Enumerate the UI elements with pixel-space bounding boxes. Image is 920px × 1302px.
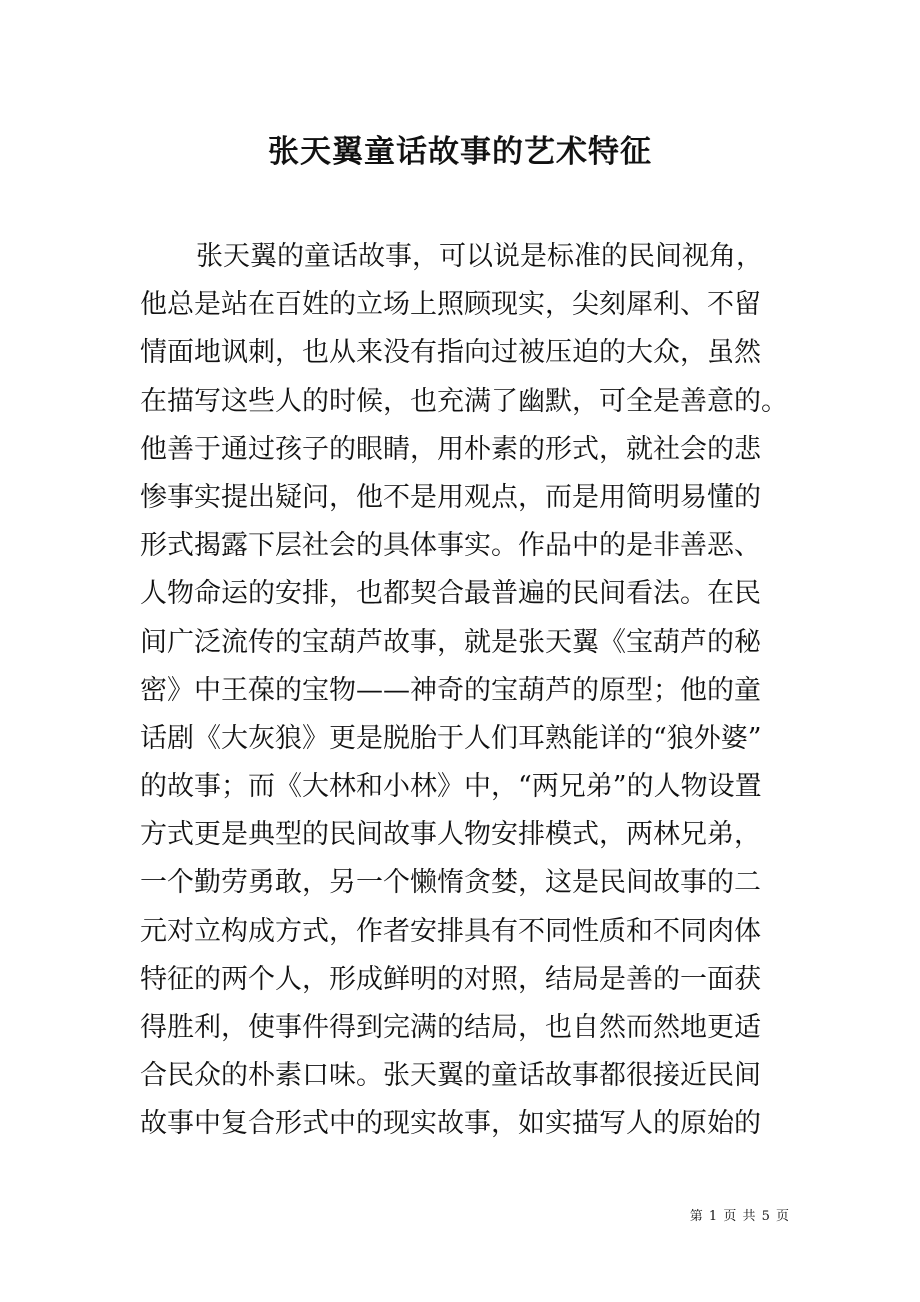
paragraph-line: 密》中王葆的宝物——神奇的宝葫芦的原型；他的童 xyxy=(140,674,761,706)
paragraph-line: 合民众的朴素口味。张天翼的童话故事都很接近民间 xyxy=(140,1060,761,1092)
paragraph-line: 方式更是典型的民间故事人物安排模式，两林兄弟， xyxy=(140,819,761,851)
paragraph-line: 元对立构成方式，作者安排具有不同性质和不同肉体 xyxy=(140,915,761,947)
paragraph-line: 话剧《大灰狼》更是脱胎于人们耳熟能详的“狼外婆” xyxy=(140,722,762,754)
paragraph-line: 惨事实提出疑问，他不是用观点，而是用简明易懂的 xyxy=(140,481,761,513)
paragraph-line: 他总是站在百姓的立场上照顾现实，尖刻犀利、不留 xyxy=(140,289,761,321)
paragraph-line: 形式揭露下层社会的具体事实。作品中的是非善恶、 xyxy=(140,530,761,562)
paragraph-line: 得胜利，使事件得到完满的结局，也自然而然地更适 xyxy=(140,1012,761,1043)
paragraph-line: 在描写这些人的时候，也充满了幽默，可全是善意的。 xyxy=(140,385,788,417)
paragraph-line: 故事中复合形式中的现实故事，如实描写人的原始的 xyxy=(140,1108,761,1140)
page-title: 张天翼童话故事的艺术特征 xyxy=(268,134,652,170)
paragraph-line: 张天翼的童话故事，可以说是标准的民间视角， xyxy=(196,241,763,272)
paragraph-line: 人物命运的安排，也都契合最普遍的民间看法。在民 xyxy=(140,578,761,610)
paragraph-line: 情面地讽刺，也从来没有指向过被压迫的大众，虽然 xyxy=(140,337,761,369)
body-paragraph xyxy=(140,233,800,1149)
paragraph-line: 的故事；而《大林和小林》中，“两兄弟”的人物设置 xyxy=(140,771,762,803)
paragraph-line: 一个勤劳勇敢，另一个懒惰贪婪，这是民间故事的二 xyxy=(140,867,761,899)
paragraph-line: 他善于通过孩子的眼睛，用朴素的形式，就社会的悲 xyxy=(140,433,761,465)
paragraph-line: 特征的两个人，形成鲜明的对照，结局是善的一面获 xyxy=(140,963,761,995)
page-number-footer: 第 1 页 共 5 页 xyxy=(689,1209,790,1224)
paragraph-line: 间广泛流传的宝葫芦故事，就是张天翼《宝葫芦的秘 xyxy=(140,626,761,658)
